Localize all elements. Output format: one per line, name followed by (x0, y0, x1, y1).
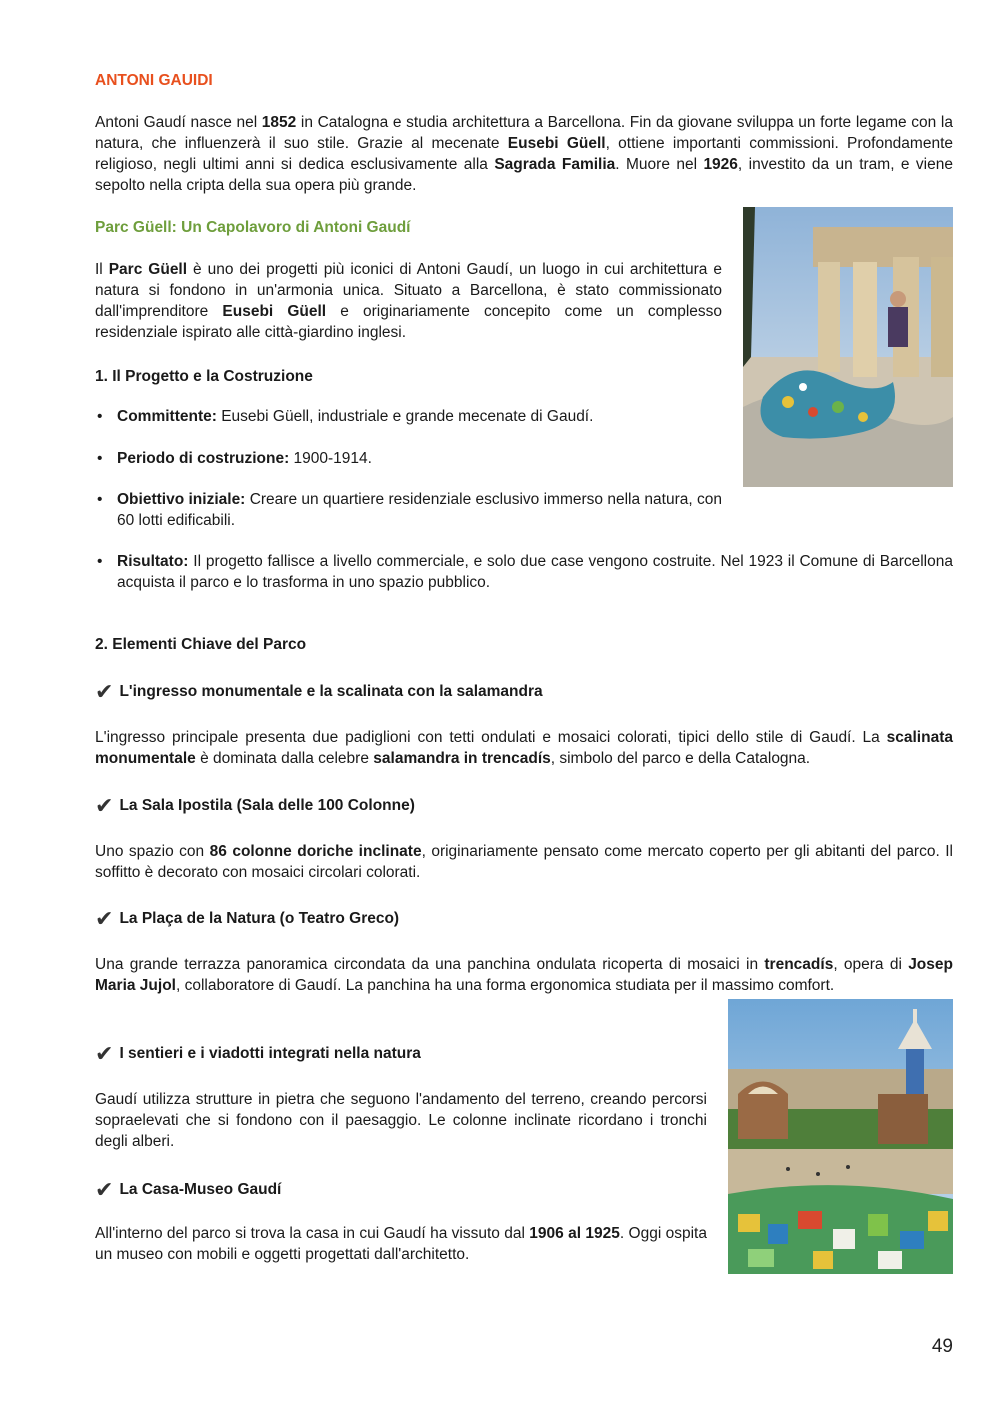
bullet-marker: • (97, 450, 103, 467)
salamander-photo (743, 207, 953, 487)
page-number: 49 (931, 1336, 953, 1357)
section-2-heading: 2. Elementi Chiave del Parco (95, 636, 307, 653)
parc-intro-paragraph: Il Parc Güell è uno dei progetti più iconici di Antoni Gaudí, un luogo in cui architettura e natura si fondono in un'armonia unica. Situato a Barcellona, è stato commissionato dall'imprenditore Eusebi Güell e originariamente concepito come un complesso residenziale ispirato alle città-giardino inglesi. (95, 261, 723, 341)
checkmark-icon: ✔ (95, 906, 114, 931)
checkmark-icon: ✔ (95, 1041, 114, 1066)
bullet-item: • Risultato: Il progetto fallisce a livello commerciale, e solo due case vengono costruite. Nel 1923 il Comune di Barcellona acquista il parco e lo trasforma in uno spazio pubblico. (97, 553, 953, 591)
intro-paragraph: Antoni Gaudí nasce nel 1852 in Catalogna e studia architettura a Barcellona. Fin da giovane sviluppa un forte legame con la natura, che influenzerà il suo stile. Grazie al mecenate Eusebi Güell, ottiene importanti commissioni. Profondamente religioso, negli ultimi anni si dedica esclusivamente alla Sagrada Familia. Muore nel 1926, investito da un tram, e viene sepolto nella cripta della sua opera più grande. (95, 114, 954, 194)
checkmark-icon: ✔ (95, 793, 114, 818)
element-paragraph: All'interno del parco si trova la casa in cui Gaudí ha vissuto dal 1906 al 1925. Oggi ospita un museo con mobili e oggetti progettati dall'architetto. (95, 1225, 707, 1263)
park-panorama-illustration (728, 999, 953, 1274)
element-heading: ✔ L'ingresso monumentale e la scalinata con la salamandra (95, 679, 543, 704)
bullet-item: • Obiettivo iniziale: Creare un quartiere residenziale esclusivo immerso nella natura, con 60 lotti edificabili. (97, 491, 722, 529)
element-heading: ✔ La Plaça de la Natura (o Teatro Greco) (95, 906, 400, 931)
salamander-illustration (743, 207, 953, 487)
bullet-item: • Committente: Eusebi Güell, industriale e grande mecenate di Gaudí. (97, 408, 594, 425)
element-paragraph: L'ingresso principale presenta due padiglioni con tetti ondulati e mosaici colorati, tipici dello stile di Gaudí. La scalinata monumentale è dominata dalla celebre salamandra in trencadís, simbolo del parco e della Catalogna. (95, 729, 953, 767)
bullet-marker: • (97, 491, 103, 508)
element-heading: ✔ I sentieri e i viadotti integrati nella natura (95, 1041, 421, 1066)
parc-guell-heading: Parc Güell: Un Capolavoro di Antoni Gaudí (95, 219, 411, 236)
bullet-marker: • (97, 553, 103, 570)
section-1-heading: 1. Il Progetto e la Costruzione (95, 368, 313, 385)
checkmark-icon: ✔ (95, 679, 114, 704)
element-heading: ✔ La Casa-Museo Gaudí (95, 1177, 282, 1202)
element-paragraph: Gaudí utilizza strutture in pietra che seguono l'andamento del terreno, creando percorsi sopraelevati che si fondono con il paesaggio. Le colonne inclinate ricordano i tronchi degli alberi. (95, 1091, 707, 1150)
park-panorama-photo (728, 999, 953, 1274)
element-heading: ✔ La Sala Ipostila (Sala delle 100 Colonne) (95, 793, 415, 818)
bullet-item: • Periodo di costruzione: 1900-1914. (97, 450, 372, 467)
element-paragraph: Uno spazio con 86 colonne doriche inclinate, originariamente pensato come mercato coperto per gli abitanti del parco. Il soffitto è decorato con mosaici circolari colorati. (95, 843, 953, 881)
bullet-marker: • (97, 408, 103, 425)
element-paragraph: Una grande terrazza panoramica circondata da una panchina ondulata ricoperta di mosaici in trencadís, opera di Josep Maria Jujol, collaboratore di Gaudí. La panchina ha una forma ergonomica studiata per il massimo comfort. (95, 956, 953, 994)
page-title: ANTONI GAUIDI (95, 72, 213, 89)
checkmark-icon: ✔ (95, 1177, 114, 1202)
